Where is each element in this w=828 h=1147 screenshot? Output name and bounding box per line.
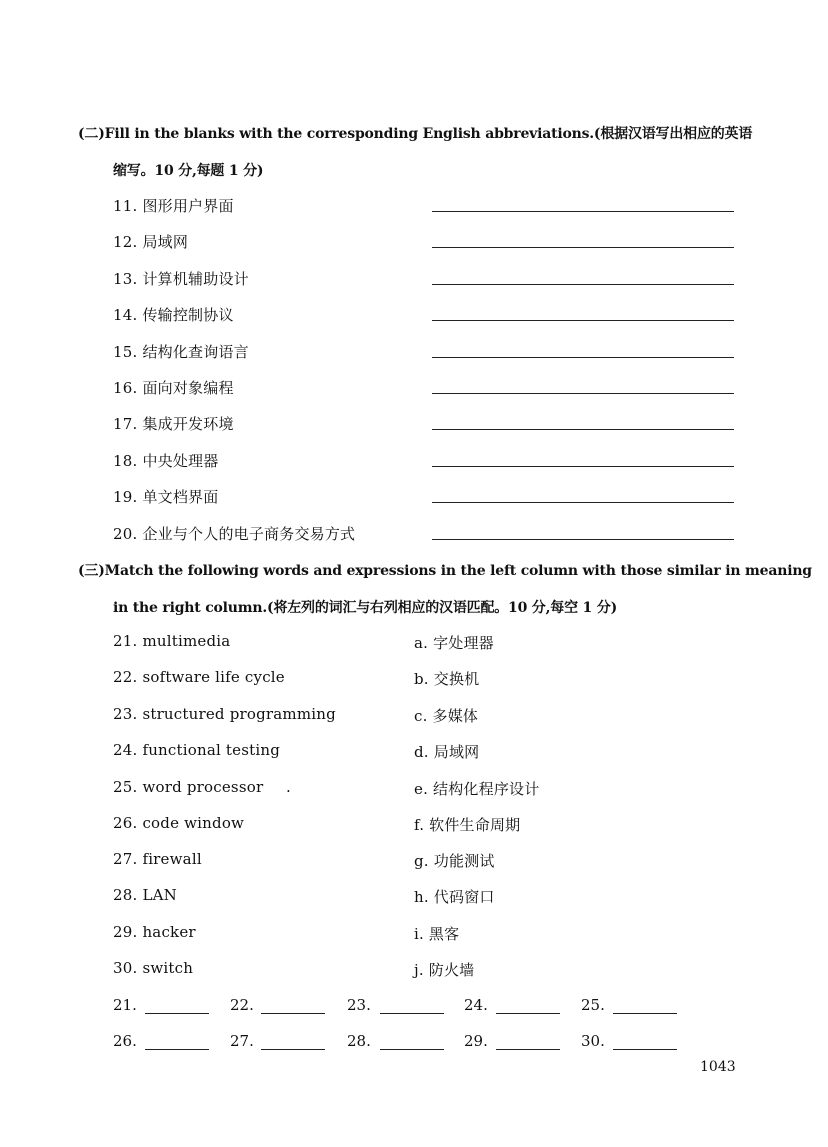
item-text: switch (142, 959, 194, 977)
item-text: software life cycle (142, 668, 285, 686)
item-number: 26. (113, 814, 138, 832)
item-text: code window (142, 814, 245, 832)
item-number: 12. (113, 233, 138, 251)
match-left-item (113, 923, 196, 941)
answer-number: 28. (347, 1032, 371, 1050)
answer-blank-21[interactable] (145, 1013, 209, 1014)
item-number: 27. (113, 850, 138, 868)
item-number: 20. (113, 525, 138, 543)
match-right-item: a. 字处理器 (414, 634, 494, 652)
item-number: 24. (113, 741, 138, 759)
item-text: 企业与个人的电子商务交易方式 (142, 525, 356, 543)
answer-blank-16[interactable] (432, 393, 734, 394)
item-number: 28. (113, 886, 138, 904)
list-item (113, 304, 234, 325)
list-item (113, 377, 234, 398)
item-number: 11. (113, 197, 138, 215)
answer-number: 26. (113, 1032, 137, 1050)
answer-blank-27[interactable] (261, 1049, 325, 1050)
match-left-item (113, 814, 244, 832)
item-text: 传输控制协议 (142, 306, 234, 324)
match-left-item (113, 959, 193, 977)
list-item (113, 231, 188, 252)
item-number: 14. (113, 306, 138, 324)
answer-number: 30. (581, 1032, 605, 1050)
answer-number: 21. (113, 996, 137, 1014)
item-text: 集成开发环境 (142, 415, 234, 433)
item-number: 21. (113, 632, 138, 650)
list-item (113, 268, 249, 289)
list-item (113, 341, 249, 362)
section3-heading-line2: in the right column.(将左列的词汇与右列相应的汉语匹配。10 分,每空 1 分) (113, 600, 617, 616)
answer-blank-23[interactable] (380, 1013, 444, 1014)
item-number: 22. (113, 668, 138, 686)
match-right-item: g. 功能测试 (414, 852, 495, 870)
list-item (113, 450, 218, 471)
answer-blank-28[interactable] (380, 1049, 444, 1050)
item-text: word processor (142, 778, 264, 796)
answer-number: 27. (230, 1032, 254, 1050)
list-item (113, 486, 218, 507)
answer-blank-15[interactable] (432, 357, 734, 358)
match-right-item: h. 代码窗口 (414, 888, 495, 906)
list-item (113, 413, 234, 434)
item-text: 单文档界面 (142, 488, 219, 506)
item-text: functional testing (142, 741, 281, 759)
item-number: 13. (113, 270, 138, 288)
match-right-item: j. 防火墙 (414, 961, 475, 979)
list-item (113, 195, 234, 216)
item-text: firewall (142, 850, 202, 868)
item-text: 图形用户界面 (142, 197, 234, 215)
answer-blank-24[interactable] (496, 1013, 560, 1014)
item-number: 15. (113, 343, 138, 361)
answer-blank-30[interactable] (613, 1049, 677, 1050)
section2-heading-line2: 缩写。10 分,每题 1 分) (113, 163, 264, 179)
answer-blank-19[interactable] (432, 502, 734, 503)
item-text: 计算机辅助设计 (142, 270, 249, 288)
item-text: 局域网 (142, 233, 189, 251)
item-text: 中央处理器 (142, 452, 219, 470)
answer-number: 24. (464, 996, 488, 1014)
answer-blank-14[interactable] (432, 320, 734, 321)
item-text: hacker (142, 923, 196, 941)
item-number: 30. (113, 959, 138, 977)
answer-blank-11[interactable] (432, 211, 734, 212)
item-text: structured programming (142, 705, 336, 723)
answer-blank-20[interactable] (432, 539, 734, 540)
match-left-item (113, 705, 336, 723)
match-left-item (113, 668, 285, 686)
answer-number: 22. (230, 996, 254, 1014)
match-right-item: f. 软件生命周期 (414, 816, 521, 834)
item-text: 结构化查询语言 (142, 343, 249, 361)
match-left-item (113, 632, 230, 650)
item-text: LAN (142, 886, 177, 904)
answer-number: 23. (347, 996, 371, 1014)
item-number: 18. (113, 452, 138, 470)
item-number: 17. (113, 415, 138, 433)
item-number: 19. (113, 488, 138, 506)
answer-blank-26[interactable] (145, 1049, 209, 1050)
section2-heading-line1: (二)Fill in the blanks with the corresponding English abbreviations.(根据汉语写出相应的英语 (78, 126, 753, 142)
stray-dot-mark: . (286, 778, 291, 796)
answer-blank-29[interactable] (496, 1049, 560, 1050)
answer-blank-25[interactable] (613, 1013, 677, 1014)
match-right-item: e. 结构化程序设计 (414, 780, 540, 798)
match-right-item: d. 局域网 (414, 743, 480, 761)
item-number: 23. (113, 705, 138, 723)
answer-blank-17[interactable] (432, 429, 734, 430)
answer-number: 29. (464, 1032, 488, 1050)
answer-blank-18[interactable] (432, 466, 734, 467)
list-item (113, 523, 355, 544)
match-left-item (113, 778, 263, 796)
item-number: 25. (113, 778, 138, 796)
section3-heading-line1: (三)Match the following words and expressions in the left column with those similar in meaning (78, 563, 812, 579)
item-text: multimedia (142, 632, 231, 650)
match-right-item: i. 黑客 (414, 925, 460, 943)
match-left-item (113, 741, 280, 759)
match-left-item (113, 850, 202, 868)
answer-blank-13[interactable] (432, 284, 734, 285)
page-number: 1043 (700, 1059, 736, 1075)
answer-number: 25. (581, 996, 605, 1014)
item-number: 29. (113, 923, 138, 941)
item-text: 面向对象编程 (142, 379, 234, 397)
match-right-item: b. 交换机 (414, 670, 480, 688)
match-right-item: c. 多媒体 (414, 707, 479, 725)
item-number: 16. (113, 379, 138, 397)
answer-blank-12[interactable] (432, 247, 734, 248)
answer-blank-22[interactable] (261, 1013, 325, 1014)
match-left-item (113, 886, 177, 904)
